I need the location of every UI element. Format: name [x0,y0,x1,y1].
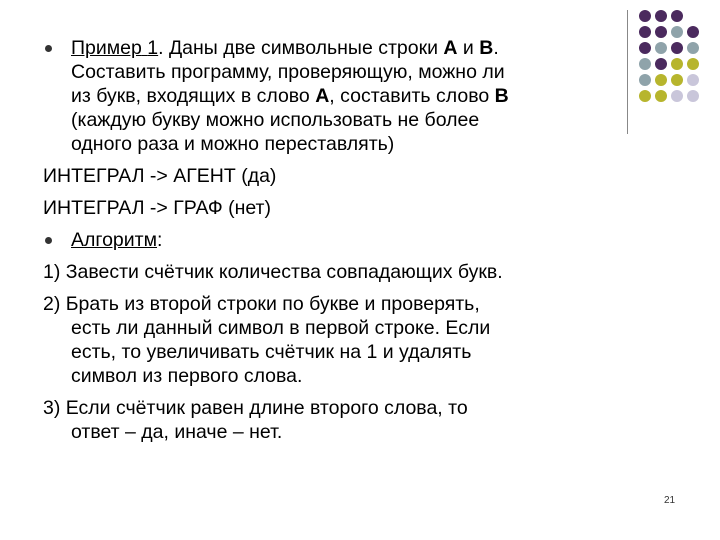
algorithm-step-1: 1) Завести счётчик количества совпадающих букв. [43,261,503,283]
decor-vertical-line [627,10,628,134]
string-a-label: А [315,85,330,107]
text-run: из букв, входящих в слово [71,85,316,107]
decor-dot [639,90,651,102]
text-run: . [493,37,499,59]
algorithm-step-3 [43,396,623,444]
example-case-1: ИНТЕГРАЛ -> АГЕНТ (да) [43,165,277,187]
step-2-line-3: есть, то увеличивать счётчик на 1 и удалять [71,341,472,363]
decor-dot [671,74,683,86]
example-link[interactable] [71,37,158,59]
decor-dot [671,42,683,54]
step-3-line-1: 3) Если счётчик равен длине второго слова, то [43,397,468,419]
text-run: и [457,37,480,59]
decor-dot [687,90,699,102]
example-paragraph [43,36,623,156]
decor-dot [655,74,667,86]
example-word: Пример [71,37,142,59]
text-run: . Даны две символьные строки [158,37,444,59]
example-line-5: одного раза и можно переставлять) [71,133,395,155]
decor-dot [655,58,667,70]
example-line-4: (каждую букву можно использовать не более [71,109,480,131]
step-2-line-1: 2) Брать из второй строки по букве и проверять, [43,293,480,315]
string-b-label: В [494,85,509,107]
decor-dot [639,42,651,54]
decor-dot [687,74,699,86]
decor-dot [671,26,683,38]
decor-dot [639,74,651,86]
example-line-2: Составить программу, проверяющую, можно ли [71,61,505,83]
decor-dot [687,58,699,70]
decor-dot [655,10,667,22]
decor-dot [687,42,699,54]
decor-dot [671,90,683,102]
string-b-label: В [479,37,494,59]
bullet-icon [45,237,52,244]
decor-dot-grid [637,10,717,120]
decor-dot [671,10,683,22]
decor-dot [671,58,683,70]
algorithm-link[interactable]: Алгоритм [71,229,157,251]
decor-dot [639,10,651,22]
text-run: , составить слово [329,85,495,107]
algorithm-heading [43,228,623,252]
text-run: : [157,229,163,251]
decor-dot [655,26,667,38]
example-case-2: ИНТЕГРАЛ -> ГРАФ (нет) [43,197,271,219]
decor-dot [639,58,651,70]
example-line-1 [71,36,623,60]
decor-dot [687,26,699,38]
decor-dot [639,26,651,38]
step-2-line-4: символ из первого слова. [71,365,303,387]
string-a-label: А [443,37,458,59]
step-2-line-2: есть ли данный символ в первой строке. Если [71,317,491,339]
decor-dot [655,42,667,54]
step-3-line-2: ответ – да, иначе – нет. [71,421,283,443]
page-number: 21 [664,495,676,506]
example-number: 1 [147,37,159,59]
slide-body [43,36,623,444]
decor-dot [655,90,667,102]
bullet-icon [45,45,52,52]
example-line-3 [71,84,623,108]
algorithm-step-2 [43,292,623,388]
